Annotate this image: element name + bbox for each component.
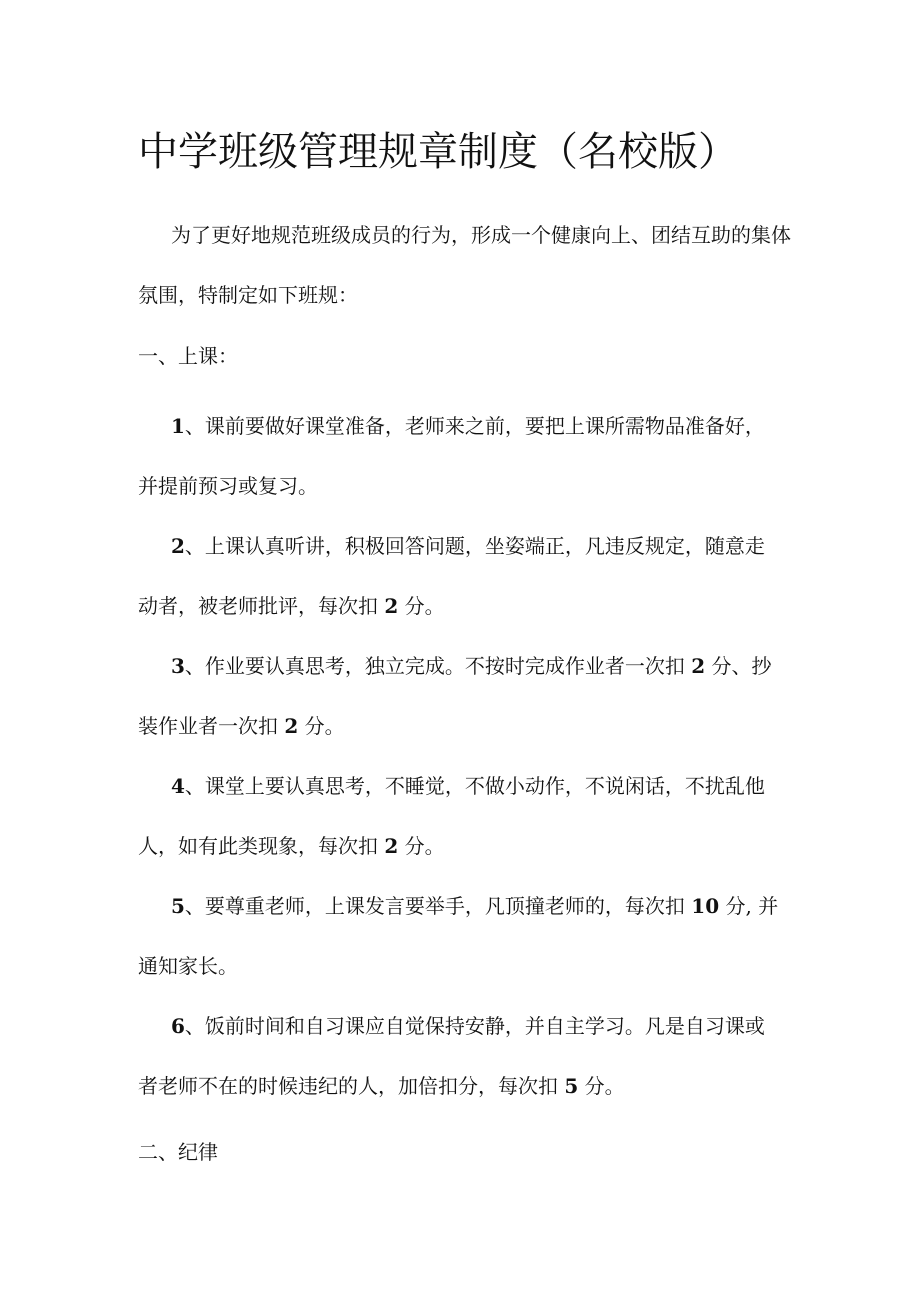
rule-3-text-2b: 分。 — [298, 714, 345, 738]
rule-6-text-2a: 者老师不在的时候违纪的人，加倍扣分，每次扣 — [138, 1074, 565, 1098]
section-2-heading-text: 二、纪律 — [138, 1140, 218, 1164]
rule-3-text-1a: 、作业要认真思考，独立完成。不按时完成作业者一次扣 — [184, 654, 692, 678]
rule-6-text: 、饭前时间和自习课应自觉保持安静，并自主学习。凡是自习课或 — [184, 1014, 765, 1038]
rule-1-line-1 — [138, 396, 778, 456]
rule-6-points: 5 — [564, 1074, 579, 1098]
rule-4-text-2b: 分。 — [398, 834, 445, 858]
rule-2-line-1 — [138, 516, 778, 576]
rule-3-text-2a: 装作业者一次扣 — [138, 714, 285, 738]
rule-2-text-2b: 分。 — [398, 594, 445, 618]
rule-6 — [138, 996, 778, 1116]
intro-paragraph — [138, 205, 791, 325]
rule-1-line-2: 并提前预习或复习。 — [138, 474, 318, 498]
rule-3-points-2: 2 — [284, 714, 299, 738]
section-1-heading — [138, 326, 778, 386]
rule-3-line-2 — [138, 696, 778, 756]
section-1-heading-text: 一、上课： — [138, 344, 238, 368]
rule-1 — [138, 396, 778, 516]
rule-5-text-1a: 、要尊重老师，上课发言要举手，凡顶撞老师的，每次扣 — [184, 894, 692, 918]
rule-5-line-2: 通知家长。 — [138, 954, 238, 978]
rule-4-points: 2 — [384, 834, 399, 858]
rule-3-points-1: 2 — [691, 654, 706, 678]
rule-1-text: 、课前要做好课堂准备，老师来之前，要把上课所需物品准备好， — [184, 414, 765, 438]
rule-2 — [138, 516, 778, 636]
document-title: 中学班级管理规章制度（名校版） — [138, 129, 738, 175]
rule-3 — [138, 636, 778, 756]
rule-2-text-2a: 动者，被老师批评，每次扣 — [138, 594, 385, 618]
rule-5-text-1b: 分, 并 — [719, 894, 779, 918]
rule-4-line-1 — [138, 756, 778, 816]
rule-2-line-2 — [138, 576, 778, 636]
rule-2-points: 2 — [384, 594, 399, 618]
rule-4 — [138, 756, 778, 876]
rule-4-text: 、课堂上要认真思考，不睡觉，不做小动作，不说闲话，不扰乱他 — [184, 774, 765, 798]
rule-1-number: 1 — [171, 414, 185, 438]
intro-line-2: 氛围，特制定如下班规： — [138, 283, 358, 307]
rule-6-line-1 — [138, 996, 778, 1056]
rule-2-text: 、上课认真听讲，积极回答问题，坐姿端正，凡违反规定，随意走 — [184, 534, 765, 558]
rule-4-line-2 — [138, 816, 778, 876]
rule-4-number: 4 — [171, 774, 185, 798]
rule-5-line-1 — [138, 876, 778, 936]
rule-6-line-2 — [138, 1056, 778, 1116]
section-2-heading — [138, 1122, 778, 1182]
rule-5-number: 5 — [171, 894, 185, 918]
rule-3-line-1 — [138, 636, 778, 696]
rule-6-number: 6 — [171, 1014, 185, 1038]
rule-3-number: 3 — [171, 654, 185, 678]
rule-2-number: 2 — [171, 534, 185, 558]
rule-3-text-1b: 分、抄 — [705, 654, 772, 678]
intro-line-1: 为了更好地规范班级成员的行为，形成一个健康向上、团结互助的集体 — [171, 223, 791, 247]
rule-5 — [138, 876, 778, 996]
rule-4-text-2a: 人，如有此类现象，每次扣 — [138, 834, 385, 858]
rule-6-text-2b: 分。 — [578, 1074, 625, 1098]
rule-5-points: 10 — [691, 894, 720, 918]
